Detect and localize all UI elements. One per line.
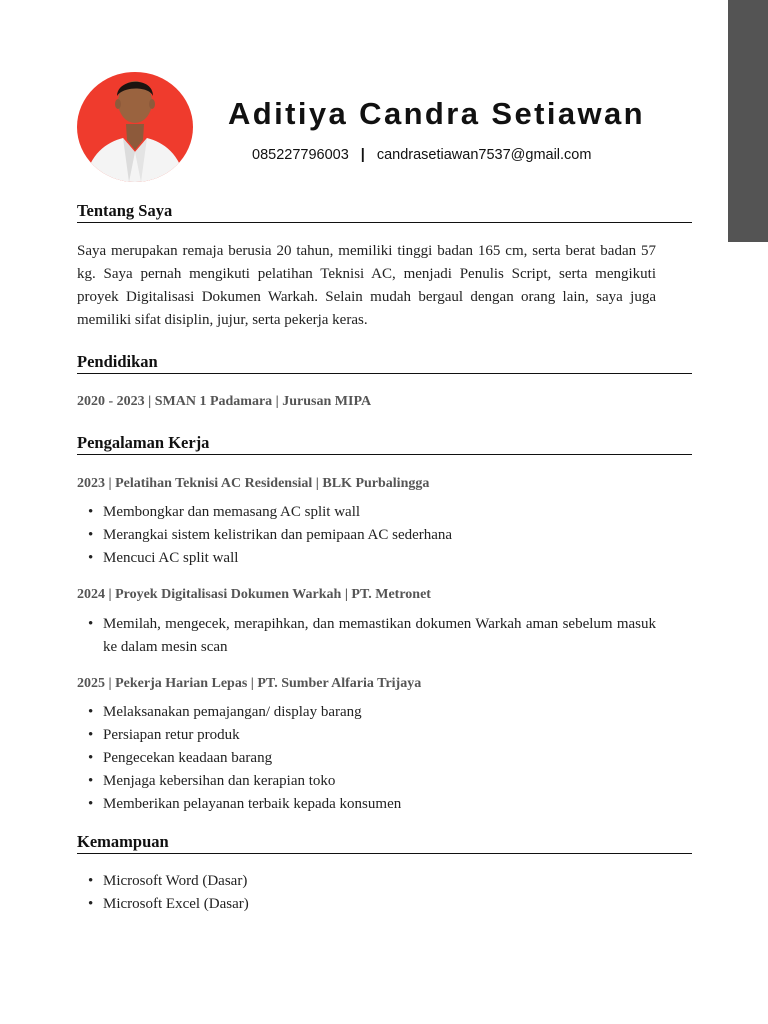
list-item: • Memilah, mengecek, merapihkan, dan memastikan dokumen Warkah aman sebelum masuk ke dalam mesin scan [77,613,656,659]
list-item: • Menjaga kebersihan dan kerapian toko [77,770,656,793]
scrollbar-thumb[interactable] [728,0,768,242]
list-item: • Persiapan retur produk [77,724,656,747]
job-duties-list [77,613,656,659]
job-duties-list [77,701,656,816]
list-item: • Merangkai sistem kelistrikan dan pemipaan AC sederhana [77,524,656,547]
list-item: • Melaksanakan pemajangan/ display barang [77,701,656,724]
section-title-experience: Pengalaman Kerja [77,433,692,455]
list-item: • Pengecekan keadaan barang [77,747,656,770]
job-duties-list [77,501,656,570]
list-item: • Mencuci AC split wall [77,547,656,570]
person-name: Aditiya Candra Setiawan [228,96,645,131]
avatar [77,72,193,182]
contact-line [252,147,591,163]
profile-photo [77,72,193,182]
skills-list [77,870,656,916]
section-title-about: Tentang Saya [77,201,692,223]
section-title-education: Pendidikan [77,352,692,374]
list-item: • Microsoft Excel (Dasar) [77,893,656,916]
phone-number: 085227796003 [252,147,349,163]
contact-separator: | [360,147,365,163]
email-address: candrasetiawan7537@gmail.com [376,147,592,163]
list-item: • Memberikan pelayanan terbaik kepada konsumen [77,793,656,816]
job-heading: 2023 | Pelatihan Teknisi AC Residensial | BLK Purbalingga [77,476,430,491]
list-item: • Microsoft Word (Dasar) [77,870,656,893]
about-text: Saya merupakan remaja berusia 20 tahun, memiliki tinggi badan 165 cm, serta berat badan 57 kg. Saya pernah mengikuti pelatihan Teknisi AC, menjadi Penulis Script, serta mengikuti proyek Digitalisasi Dokumen Warkah. Selain mudah bergaul dengan orang lain, saya juga memiliki sifat disiplin, jujur, serta pekerja keras. [77,243,656,328]
education-entry: 2020 - 2023 | SMAN 1 Padamara | Jurusan MIPA [77,394,372,409]
section-title-skills: Kemampuan [77,832,692,854]
list-item: • Membongkar dan memasang AC split wall [77,501,656,524]
job-heading: 2025 | Pekerja Harian Lepas | PT. Sumber Alfaria Trijaya [77,676,422,691]
job-heading: 2024 | Proyek Digitalisasi Dokumen Warkah | PT. Metronet [77,587,431,602]
